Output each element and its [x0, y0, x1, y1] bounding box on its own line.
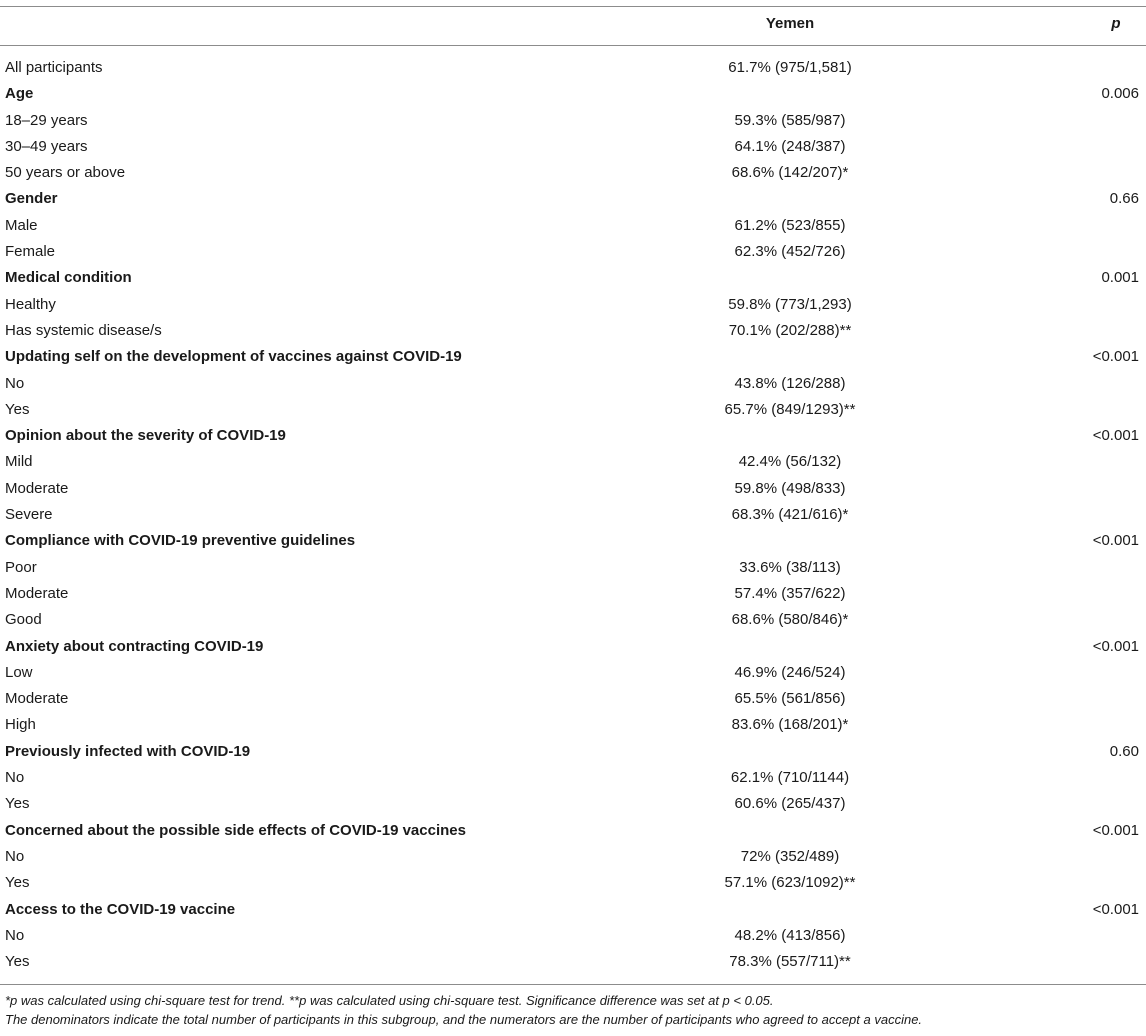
bottom-rule: [0, 984, 1146, 985]
yemen-value: 65.5% (561/856): [734, 690, 846, 708]
group-label: Medical condition: [5, 269, 132, 287]
yemen-value: 65.7% (849/1293)**: [724, 400, 856, 418]
table-row: [0, 844, 1146, 870]
table-row: [0, 686, 1146, 712]
table-row: [0, 870, 1146, 896]
table-row: [0, 791, 1146, 817]
table-row: [0, 160, 1146, 186]
p-value: <0.001: [1092, 427, 1139, 445]
row-label: Yes: [5, 953, 30, 971]
yemen-value: 83.6% (168/201)*: [731, 716, 849, 734]
group-label: Anxiety about contracting COVID-19: [5, 637, 264, 655]
table-row: [0, 660, 1146, 686]
row-label: Yes: [5, 874, 30, 892]
table-group-row: [0, 423, 1146, 449]
p-value: <0.001: [1092, 532, 1139, 550]
row-label: 50 years or above: [5, 164, 126, 182]
yemen-value: 70.1% (202/288)**: [728, 321, 852, 339]
yemen-value: 68.3% (421/616)*: [731, 506, 849, 524]
row-label: All participants: [5, 59, 103, 76]
p-value: <0.001: [1092, 821, 1139, 839]
p-value: 0.60: [1109, 742, 1139, 760]
row-label: Moderate: [5, 690, 69, 708]
row-label: 18–29 years: [5, 111, 88, 129]
yemen-value: 42.4% (56/132): [738, 453, 842, 471]
p-value: 0.001: [1101, 269, 1139, 287]
row-label: No: [5, 769, 25, 787]
yemen-value: 62.3% (452/726): [734, 243, 846, 261]
table-row: [0, 292, 1146, 318]
row-label: Good: [5, 611, 42, 629]
header-rule: [0, 45, 1146, 46]
yemen-value: 68.6% (142/207)*: [731, 164, 849, 182]
yemen-value: 43.8% (126/288): [734, 374, 846, 392]
table-group-row: [0, 186, 1146, 212]
group-label: Concerned about the possible side effects of COVID-19 vaccines: [5, 821, 466, 839]
row-label: Moderate: [5, 479, 69, 497]
table-row: [0, 581, 1146, 607]
table-row: [0, 923, 1146, 949]
yemen-value: 59.8% (773/1,293): [728, 295, 852, 313]
table-row: [0, 213, 1146, 239]
yemen-value: 46.9% (246/524): [734, 663, 846, 681]
yemen-value: 48.2% (413/856): [734, 926, 846, 944]
group-label: Opinion about the severity of COVID-19: [5, 427, 286, 445]
group-label: Access to the COVID-19 vaccine: [5, 900, 236, 918]
table-group-row: [0, 818, 1146, 844]
table-footnotes: [5, 991, 1141, 1029]
table-row: [0, 449, 1146, 475]
table-row: [0, 555, 1146, 581]
yemen-value: 57.4% (357/622): [734, 584, 846, 602]
row-label: No: [5, 926, 25, 944]
table-body: [0, 55, 1146, 975]
row-label: Moderate: [5, 584, 69, 602]
p-value: 0.66: [1109, 190, 1139, 208]
yemen-value: 59.8% (498/833): [734, 479, 846, 497]
yemen-value: 68.6% (580/846)*: [731, 611, 849, 629]
group-label: Age: [5, 85, 34, 103]
table-row: [0, 108, 1146, 134]
p-value: <0.001: [1092, 637, 1139, 655]
yemen-value: 57.1% (623/1092)**: [724, 874, 856, 892]
row-label: High: [5, 716, 36, 734]
group-label: Compliance with COVID-19 preventive guidelines: [5, 532, 356, 550]
row-label: Low: [5, 663, 33, 681]
row-label: Mild: [5, 453, 33, 471]
table-group-row: [0, 528, 1146, 554]
column-header-p: p: [1111, 15, 1121, 32]
yemen-value: 62.1% (710/1144): [730, 769, 850, 787]
p-value: 0.006: [1101, 85, 1139, 103]
yemen-value: 33.6% (38/113): [739, 558, 841, 576]
table-group-row: [0, 634, 1146, 660]
row-label: Severe: [5, 506, 53, 524]
table-row: [0, 318, 1146, 344]
table-group-row: [0, 897, 1146, 923]
table-group-row: [0, 81, 1146, 107]
p-value: <0.001: [1092, 900, 1139, 918]
table-row: [0, 712, 1146, 738]
row-label: Male: [5, 216, 38, 234]
table-row: [0, 765, 1146, 791]
yemen-value: 78.3% (557/711)**: [729, 953, 851, 971]
row-label: Yes: [5, 795, 30, 813]
table-row: [0, 397, 1146, 423]
table-group-row: [0, 344, 1146, 370]
row-label: No: [5, 847, 25, 865]
group-label: Gender: [5, 190, 58, 208]
table-row: [0, 502, 1146, 528]
table-row: [0, 371, 1146, 397]
footnote-1: *p was calculated using chi-square test for trend. **p was calculated using chi-square test. Significance difference was set at p < 0.05.: [5, 993, 774, 1008]
row-label: No: [5, 374, 25, 392]
yemen-value: 61.7% (975/1,581): [728, 59, 852, 76]
group-label: Previously infected with COVID-19: [5, 742, 251, 760]
table-group-row: [0, 739, 1146, 765]
table-header: [0, 6, 1146, 42]
table-row: [0, 607, 1146, 633]
yemen-value: 72% (352/489): [740, 847, 840, 865]
table-row: [0, 134, 1146, 160]
p-value: <0.001: [1092, 348, 1139, 366]
yemen-value: 59.3% (585/987): [734, 111, 846, 129]
yemen-value: 64.1% (248/387): [734, 137, 846, 155]
footnote-2: The denominators indicate the total number of participants in this subgroup, and the numerators are the number of participants who agreed to accept a vaccine.: [5, 1012, 923, 1027]
table-group-row: [0, 265, 1146, 291]
row-label: Has systemic disease/s: [5, 321, 162, 339]
row-label: Poor: [5, 558, 37, 576]
row-label: Female: [5, 243, 56, 261]
table-row: [0, 239, 1146, 265]
group-label: Updating self on the development of vaccines against COVID-19: [5, 348, 462, 366]
row-label: Healthy: [5, 295, 56, 313]
column-header-yemen: Yemen: [765, 15, 815, 32]
table-row: [0, 949, 1146, 975]
row-label: Yes: [5, 400, 30, 418]
yemen-value: 61.2% (523/855): [734, 216, 846, 234]
table-row: [0, 476, 1146, 502]
row-label: 30–49 years: [5, 137, 88, 155]
table-row: [0, 55, 1146, 81]
yemen-value: 60.6% (265/437): [734, 795, 846, 813]
